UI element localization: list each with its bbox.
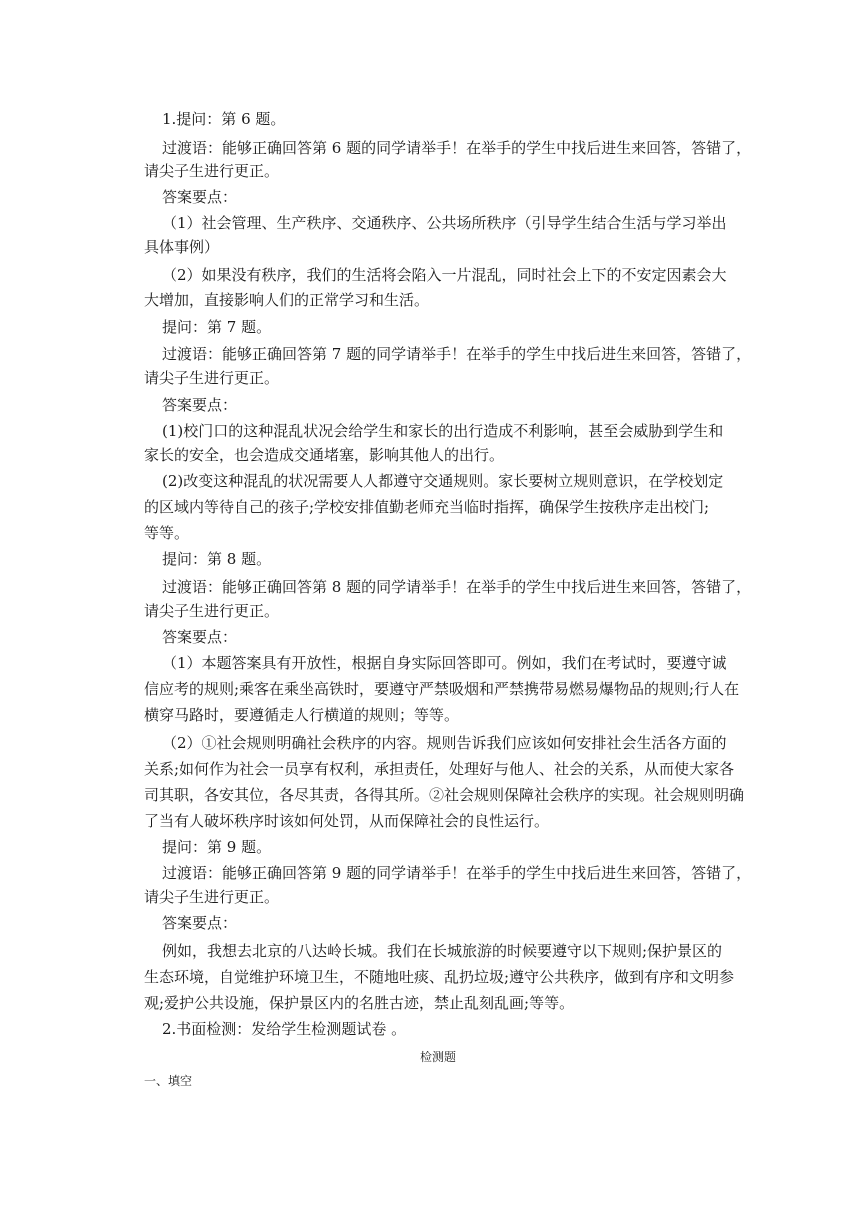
text-line: 请尖子生进行更正。 [144,162,280,180]
text-line: 2.书面检测：发给学生检测题试卷 。 [162,1020,407,1038]
text-line: (1)校门口的这种混乱状况会给学生和家长的出行造成不利影响，甚至会威胁到学生和 [162,422,724,440]
text-line: 答案要点： [162,628,238,646]
text-line: 信应考的规则;乘客在乘坐高铁时，要遵守严禁吸烟和严禁携带易燃易爆物品的规则;行人在 [144,680,740,698]
text-line: 过渡语：能够正确回答第 7 题的同学请举手！在举手的学生中找后进生来回答，答错了， [162,345,752,363]
text-line: 司其职，各安其位，各尽其责，各得其所。②社会规则保障社会秩序的实现。社会规则明确 [144,786,745,804]
text-line: 过渡语：能够正确回答第 6 题的同学请举手！在举手的学生中找后进生来回答，答错了， [162,139,752,157]
text-line: （2）如果没有秩序，我们的生活将会陷入一片混乱，同时社会上下的不安定因素会大 [162,266,727,284]
text-line: 大增加，直接影响人们的正常学习和生活。 [144,291,430,309]
text-line: 提问：第 7 题。 [162,318,272,336]
text-line: 生态环境，自觉维护环境卫生，不随地吐痰、乱扔垃圾;遵守公共秩序，做到有序和文明参 [144,968,735,986]
text-line: 家长的安全，也会造成交通堵塞，影响其他人的出行。 [144,446,505,464]
text-line: 提问：第 9 题。 [162,838,272,856]
text-line: 具体事例） [144,238,220,256]
text-line: 的区域内等待自己的孩子;学校安排值勤老师充当临时指挥，确保学生按秩序走出校门; [144,498,710,516]
text-line: 1.提问：第 6 题。 [162,110,286,128]
text-line: （2）①社会规则明确社会秩序的内容。规则告诉我们应该如何安排社会生活各方面的 [162,734,727,752]
text-line: 过渡语：能够正确回答第 9 题的同学请举手！在举手的学生中找后进生来回答，答错了， [162,864,752,882]
text-line: （1）本题答案具有开放性，根据自身实际回答即可。例如，我们在考试时，要遵守诚 [162,654,727,672]
text-line: 例如，我想去北京的八达岭长城。我们在长城旅游的时候要遵守以下规则;保护景区的 [162,942,723,960]
section-subheading: 一、填空 [144,1074,193,1088]
text-line: 关系;如何作为社会一员享有权利，承担责任，处理好与他人、社会的关系，从而使大家各 [144,760,735,778]
text-line: 请尖子生进行更正。 [144,602,280,620]
text-line: 答案要点： [162,396,238,414]
section-heading: 检测题 [420,1050,457,1064]
text-line: 等等。 [144,524,190,542]
text-line: 观;爱护公共设施，保护景区内的名胜古迹，禁止乱刻乱画;等等。 [144,994,575,1012]
text-line: 答案要点： [162,188,238,206]
text-line: 答案要点： [162,914,238,932]
text-line: （1）社会管理、生产秩序、交通秩序、公共场所秩序（引导学生结合生活与学习举出 [162,214,727,232]
text-line: 过渡语：能够正确回答第 8 题的同学请举手！在举手的学生中找后进生来回答，答错了， [162,578,752,596]
text-line: 了当有人破坏秩序时该如何处罚，从而保障社会的良性运行。 [144,812,550,830]
text-line: 横穿马路时，要遵循走人行横道的规则；等等。 [144,706,460,724]
text-line: 请尖子生进行更正。 [144,369,280,387]
text-line: 请尖子生进行更正。 [144,888,280,906]
text-line: 提问：第 8 题。 [162,550,272,568]
text-line: (2)改变这种混乱的状况需要人人都遵守交通规则。家长要树立规则意识，在学校划定 [162,472,724,490]
